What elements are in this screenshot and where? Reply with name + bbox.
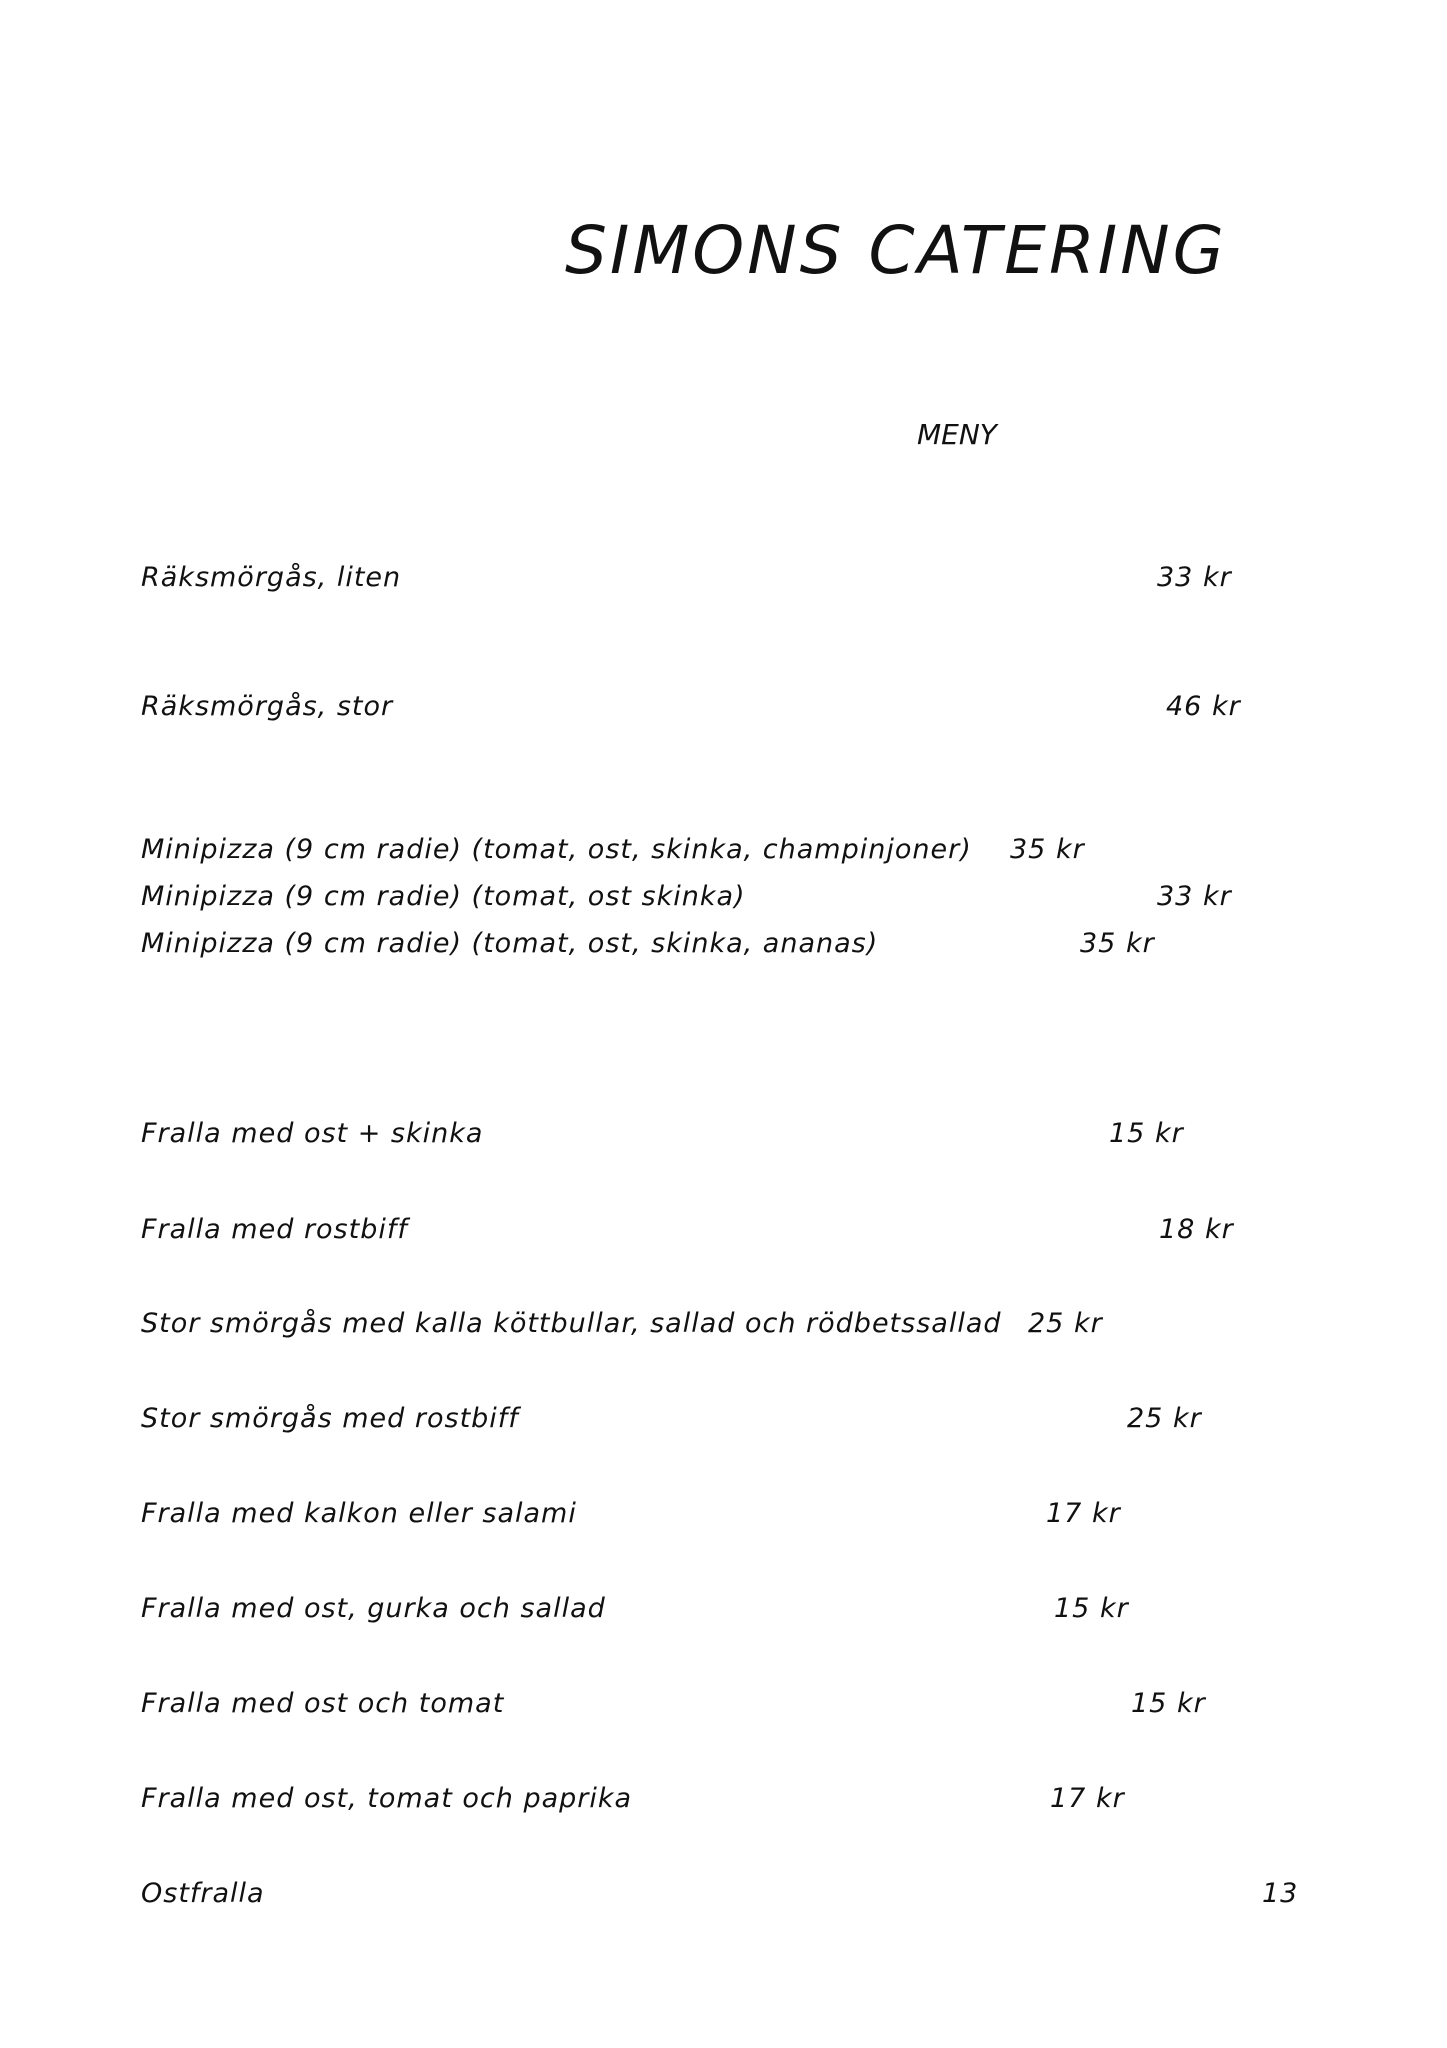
menu-item-price: 15 kr — [1131, 1688, 1206, 1719]
menu-heading: MENY — [917, 418, 997, 451]
menu-item-name: Fralla med ost + skinka — [141, 1118, 484, 1149]
menu-item-name: Ostfralla — [141, 1878, 265, 1909]
menu-item-name: Fralla med ost och tomat — [141, 1688, 505, 1719]
menu-item-name: Räksmörgås, stor — [141, 691, 394, 722]
menu-item-price: 13 — [1262, 1878, 1299, 1909]
menu-item-name: Minipizza (9 cm radie) (tomat, ost, skinka, champinjoner) — [141, 834, 972, 865]
menu-item-price: 17 kr — [1050, 1783, 1125, 1814]
menu-item-name: Fralla med ost, gurka och sallad — [141, 1593, 606, 1624]
menu-item-price: 46 kr — [1166, 691, 1241, 722]
menu-item-price: 15 kr — [1109, 1118, 1184, 1149]
menu-item-price: 15 kr — [1054, 1593, 1129, 1624]
menu-item-name: Minipizza (9 cm radie) (tomat, ost skinka) — [141, 881, 746, 912]
menu-item-name: Fralla med ost, tomat och paprika — [141, 1783, 633, 1814]
page-title: SIMONS CATERING — [565, 212, 1227, 289]
menu-item-name: Fralla med kalkon eller salami — [141, 1498, 577, 1529]
menu-item-price: 35 kr — [1010, 834, 1085, 865]
menu-item-name: Stor smörgås med kalla köttbullar, sallad och rödbetssallad — [141, 1308, 1002, 1339]
menu-item-name: Räksmörgås, liten — [141, 562, 402, 593]
menu-item-price: 17 kr — [1046, 1498, 1121, 1529]
menu-item-name: Stor smörgås med rostbiff — [141, 1403, 519, 1434]
menu-item-price: 33 kr — [1157, 562, 1232, 593]
menu-item-name: Fralla med rostbiff — [141, 1214, 408, 1245]
menu-item-price: 25 kr — [1127, 1403, 1202, 1434]
menu-item-price: 18 kr — [1159, 1214, 1234, 1245]
menu-item-price: 33 kr — [1157, 881, 1232, 912]
menu-item-name: Minipizza (9 cm radie) (tomat, ost, skinka, ananas) — [141, 928, 879, 959]
menu-item-price: 35 kr — [1080, 928, 1155, 959]
menu-item-price: 25 kr — [1028, 1308, 1103, 1339]
